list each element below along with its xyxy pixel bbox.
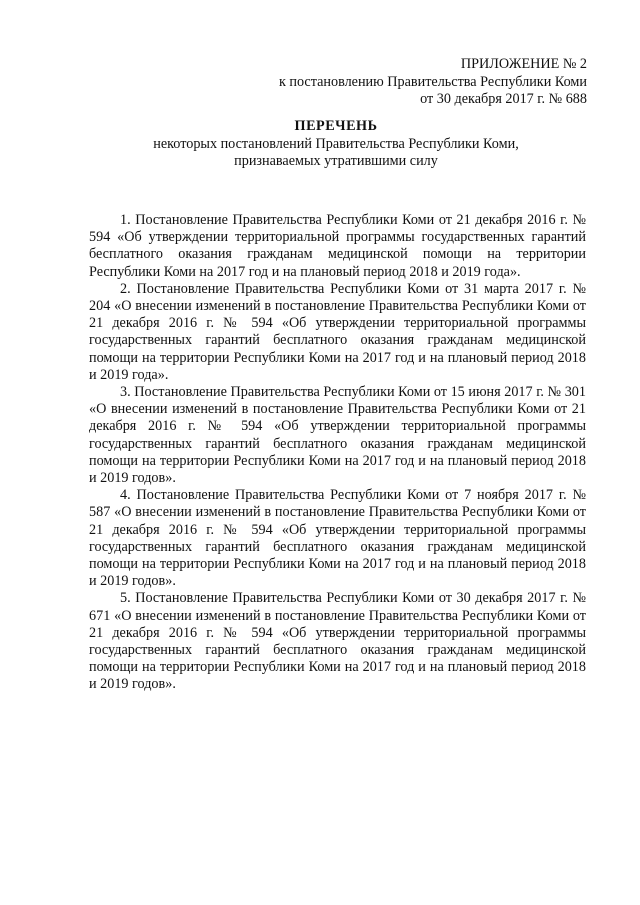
document-subtitle-line-1: некоторых постановлений Правительства Республики Коми, xyxy=(153,135,519,152)
decree-list xyxy=(89,212,586,694)
appendix-number: ПРИЛОЖЕНИЕ № 2 xyxy=(460,56,587,72)
decree-list-item: 2. Постановление Правительства Республики Коми от 31 марта 2017 г. № 204 «О внесении изменений в постановление Правительства Республики Коми от 21 декабря 2016 г. № 594 «Об утверждении территориальной программы государственных гарантий бесплатного оказания гражданам медицинской помощи на территории Республики Коми на 2017 год и на плановый период 2018 и 2019 года». xyxy=(89,280,586,383)
appendix-reference: к постановлению Правительства Республики Коми xyxy=(278,73,587,90)
decree-list-item: 3. Постановление Правительства Республики Коми от 15 июня 2017 г. № 301 «О внесении изменений в постановление Правительства Республики Коми от 21 декабря 2016 г. № 594 «Об утверждении территориальной программы государственных гарантий бесплатного оказания гражданам медицинской помощи на территории Республики Коми на 2017 год и на плановый период 2018 и 2019 годов». xyxy=(89,384,586,487)
appendix-date: от 30 декабря 2017 г. № 688 xyxy=(420,91,587,107)
decree-list-item: 1. Постановление Правительства Республики Коми от 21 декабря 2016 г. № 594 «Об утверждении территориальной программы государственных гарантий бесплатного оказания гражданам медицинской помощи на территории Республики Коми на 2017 год и на плановый период 2018 и 2019 года». xyxy=(89,212,586,280)
document-subtitle-line-2: признаваемых утратившими силу xyxy=(234,153,438,169)
decree-list-item: 4. Постановление Правительства Республики Коми от 7 ноября 2017 г. № 587 «О внесении изменений в постановление Правительства Республики Коми от 21 декабря 2016 г. № 594 «Об утверждении территориальной программы государственных гарантий бесплатного оказания гражданам медицинской помощи на территории Республики Коми на 2017 год и на плановый период 2018 и 2019 годов». xyxy=(89,487,586,590)
appendix-header xyxy=(279,56,587,109)
document-heading: ПЕРЕЧЕНЬ xyxy=(294,118,378,134)
decree-list-item: 5. Постановление Правительства Республики Коми от 30 декабря 2017 г. № 671 «О внесении изменений в постановление Правительства Республики Коми от 21 декабря 2016 г. № 594 «Об утверждении территориальной программы государственных гарантий бесплатного оказания гражданам медицинской помощи на территории Республики Коми на 2017 год и на плановый период 2018 и 2019 годов». xyxy=(89,590,586,693)
document-title-block xyxy=(0,118,640,171)
